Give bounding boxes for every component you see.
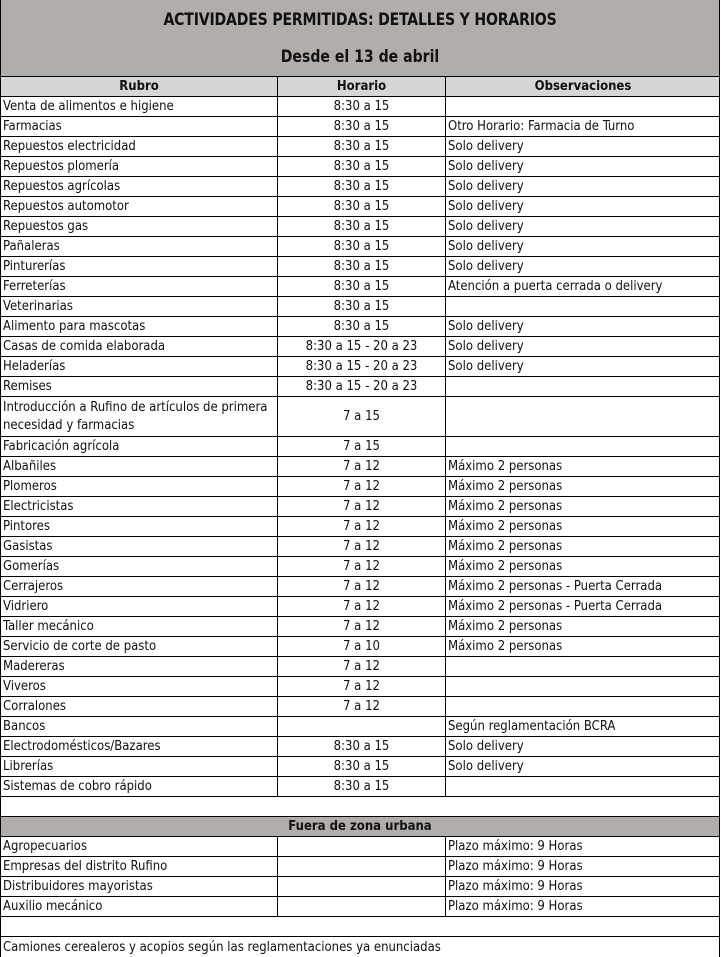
cell-horario: 8:30 a 15: [277, 97, 445, 116]
cell-observaciones: Máximo 2 personas: [445, 517, 720, 536]
cell-horario: 7 a 12: [277, 657, 445, 676]
cell-horario: 7 a 12: [277, 597, 445, 616]
title-band: [1, 0, 719, 77]
cell-horario: 8:30 a 15: [277, 137, 445, 156]
cell-observaciones: Solo delivery: [445, 337, 720, 356]
cell-horario: 8:30 a 15: [277, 217, 445, 236]
cell-rubro: Alimento para mascotas: [3, 319, 146, 334]
cell-horario: 7 a 10: [277, 637, 445, 656]
cell-rubro: Agropecuarios: [3, 839, 88, 854]
cell-observaciones: Solo delivery: [445, 177, 720, 196]
cell-horario: 7 a 15: [277, 397, 445, 436]
table-row: [1, 637, 719, 657]
column-header-row: [1, 77, 719, 97]
table-row: [1, 557, 719, 577]
cell-observaciones: [445, 677, 720, 696]
table-row: [1, 477, 719, 497]
cell-observaciones: Máximo 2 personas: [445, 457, 720, 476]
table-row: [1, 877, 719, 897]
table-row: [1, 697, 719, 717]
cell-horario: 8:30 a 15: [277, 257, 445, 276]
cell-rubro: Repuestos electricidad: [3, 139, 136, 154]
cell-observaciones: Solo delivery: [445, 317, 720, 336]
footer-note-row: [1, 937, 719, 957]
cell-observaciones: Plazo máximo: 9 Horas: [445, 857, 720, 876]
cell-horario: 8:30 a 15: [277, 277, 445, 296]
cell-horario: [277, 837, 445, 856]
cell-rubro: Auxilio mecánico: [3, 899, 103, 914]
section-title-rural: Fuera de zona urbana: [288, 819, 432, 834]
cell-horario: 8:30 a 15: [277, 117, 445, 136]
cell-horario: 8:30 a 15: [277, 737, 445, 756]
cell-rubro: Plomeros: [3, 479, 57, 494]
table-row: [1, 317, 719, 337]
cell-horario: 8:30 a 15: [277, 757, 445, 776]
cell-observaciones: Máximo 2 personas: [445, 637, 720, 656]
cell-horario: 7 a 12: [277, 477, 445, 496]
cell-observaciones: Máximo 2 personas: [445, 557, 720, 576]
cell-rubro: Electrodomésticos/Bazares: [3, 739, 161, 754]
cell-observaciones: Solo delivery: [445, 217, 720, 236]
cell-horario: 7 a 12: [277, 537, 445, 556]
cell-horario: 8:30 a 15: [277, 237, 445, 256]
cell-horario: [277, 717, 445, 736]
cell-rubro: Ferreterías: [3, 279, 66, 294]
cell-observaciones: [445, 377, 720, 396]
cell-horario: 8:30 a 15 - 20 a 23: [277, 357, 445, 376]
cell-horario: 8:30 a 15 - 20 a 23: [277, 377, 445, 396]
table-row: [1, 177, 719, 197]
cell-rubro: Electricistas: [3, 499, 74, 514]
cell-rubro: Gasistas: [3, 539, 53, 554]
cell-rubro: Repuestos agrícolas: [3, 179, 121, 194]
table-row: [1, 537, 719, 557]
cell-observaciones: [445, 97, 720, 116]
cell-horario: 7 a 12: [277, 557, 445, 576]
cell-observaciones: Solo delivery: [445, 257, 720, 276]
cell-observaciones: Máximo 2 personas - Puerta Cerrada: [445, 597, 720, 616]
cell-rubro: Repuestos automotor: [3, 199, 129, 214]
cell-observaciones: Solo delivery: [445, 157, 720, 176]
page-subtitle: Desde el 13 de abril: [280, 47, 440, 67]
table-row: [1, 197, 719, 217]
cell-horario: [277, 897, 445, 916]
table-row: [1, 437, 719, 457]
table-row: [1, 117, 719, 137]
cell-horario: 7 a 15: [277, 437, 445, 456]
section-header-rural: [1, 817, 719, 837]
cell-horario: [277, 857, 445, 876]
cell-observaciones: [445, 397, 720, 436]
cell-horario: 7 a 12: [277, 697, 445, 716]
cell-rubro: Madereras: [3, 659, 65, 674]
cell-rubro: Librerías: [3, 759, 54, 774]
cell-rubro: Albañiles: [3, 459, 57, 474]
cell-horario: 8:30 a 15: [277, 197, 445, 216]
table-row: [1, 777, 719, 797]
table-row: [1, 137, 719, 157]
table-row: [1, 897, 719, 917]
cell-rubro: Distribuidores mayoristas: [3, 879, 153, 894]
cell-observaciones: Solo delivery: [445, 757, 720, 776]
cell-horario: [277, 877, 445, 896]
cell-observaciones: Solo delivery: [445, 237, 720, 256]
column-header-horario: Horario: [277, 77, 445, 96]
table-row: [1, 757, 719, 777]
cell-horario: 7 a 12: [277, 617, 445, 636]
table-row: [1, 617, 719, 637]
table-row: [1, 297, 719, 317]
page-title: ACTIVIDADES PERMITIDAS: DETALLES Y HORARIOS: [163, 10, 557, 30]
cell-observaciones: Plazo máximo: 9 Horas: [445, 877, 720, 896]
table-row: [1, 337, 719, 357]
table-row: [1, 237, 719, 257]
table-row: [1, 377, 719, 397]
cell-horario: 8:30 a 15: [277, 157, 445, 176]
cell-observaciones: Solo delivery: [445, 197, 720, 216]
cell-horario: 8:30 a 15: [277, 297, 445, 316]
cell-rubro: Pinturerías: [3, 259, 66, 274]
cell-rubro: Repuestos gas: [3, 219, 89, 234]
table-row: [1, 517, 719, 537]
cell-observaciones: Máximo 2 personas: [445, 537, 720, 556]
table-row: [1, 857, 719, 877]
table-row: [1, 217, 719, 237]
cell-rubro: Empresas del distrito Rufino: [3, 859, 168, 874]
cell-rubro: Heladerías: [3, 359, 66, 374]
table-row: [1, 397, 719, 437]
cell-rubro: Veterinarias: [3, 299, 73, 314]
cell-observaciones: Solo delivery: [445, 357, 720, 376]
cell-observaciones: [445, 777, 720, 796]
cell-horario: 8:30 a 15: [277, 317, 445, 336]
table-row: [1, 597, 719, 617]
cell-rubro: Pañaleras: [3, 239, 60, 254]
column-header-rubro: Rubro: [119, 79, 159, 94]
cell-rubro: Bancos: [3, 719, 46, 734]
cell-horario: 7 a 12: [277, 677, 445, 696]
cell-rubro: Farmacias: [3, 119, 62, 134]
cell-rubro: Corralones: [3, 699, 66, 714]
cell-observaciones: [445, 297, 720, 316]
cell-observaciones: [445, 697, 720, 716]
cell-rubro: Viveros: [3, 679, 46, 694]
table-row: [1, 357, 719, 377]
cell-observaciones: Solo delivery: [445, 737, 720, 756]
cell-rubro: Cerrajeros: [3, 579, 64, 594]
table-row: [1, 677, 719, 697]
table-row: [1, 497, 719, 517]
cell-observaciones: Solo delivery: [445, 137, 720, 156]
cell-observaciones: Atención a puerta cerrada o delivery: [445, 277, 720, 296]
table-row: [1, 277, 719, 297]
cell-rubro: Casas de comida elaborada: [3, 339, 166, 354]
cell-observaciones: [445, 657, 720, 676]
cell-observaciones: Máximo 2 personas: [445, 617, 720, 636]
cell-rubro: Gomerías: [3, 559, 60, 574]
cell-rubro: Repuestos plomería: [3, 159, 120, 174]
cell-observaciones: Otro Horario: Farmacia de Turno: [445, 117, 720, 136]
cell-observaciones: Plazo máximo: 9 Horas: [445, 837, 720, 856]
spacer-row: [1, 797, 719, 817]
cell-observaciones: Máximo 2 personas: [445, 477, 720, 496]
cell-observaciones: [445, 437, 720, 456]
table-row: [1, 157, 719, 177]
cell-horario: 7 a 12: [277, 517, 445, 536]
cell-rubro: Remises: [3, 379, 52, 394]
table-row: [1, 737, 719, 757]
cell-rubro: Sistemas de cobro rápido: [3, 779, 152, 794]
cell-rubro: Pintores: [3, 519, 50, 534]
cell-observaciones: Plazo máximo: 9 Horas: [445, 897, 720, 916]
spacer-row: [1, 917, 719, 937]
cell-horario: 8:30 a 15 - 20 a 23: [277, 337, 445, 356]
cell-observaciones: Máximo 2 personas: [445, 497, 720, 516]
table-row: [1, 657, 719, 677]
table-row: [1, 97, 719, 117]
table-row: [1, 577, 719, 597]
cell-horario: 8:30 a 15: [277, 777, 445, 796]
table-row: [1, 457, 719, 477]
cell-horario: 7 a 12: [277, 497, 445, 516]
table-row: [1, 837, 719, 857]
cell-rubro: Taller mecánico: [3, 619, 94, 634]
cell-horario: 7 a 12: [277, 577, 445, 596]
cell-observaciones: Según reglamentación BCRA: [445, 717, 720, 736]
column-header-observaciones: Observaciones: [445, 77, 720, 96]
cell-observaciones: Máximo 2 personas - Puerta Cerrada: [445, 577, 720, 596]
cell-horario: 7 a 12: [277, 457, 445, 476]
footer-note: Camiones cerealeros y acopios según las reglamentaciones ya enunciadas: [3, 939, 441, 955]
cell-horario: 8:30 a 15: [277, 177, 445, 196]
cell-rubro: Introducción a Rufino de artículos de primera necesidad y farmacias: [3, 399, 268, 433]
cell-rubro: Vidriero: [3, 599, 49, 614]
table-row: [1, 257, 719, 277]
cell-rubro: Fabricación agrícola: [3, 439, 120, 454]
cell-rubro: Servicio de corte de pasto: [3, 639, 157, 654]
cell-rubro: Venta de alimentos e higiene: [3, 99, 174, 114]
table-row: [1, 717, 719, 737]
